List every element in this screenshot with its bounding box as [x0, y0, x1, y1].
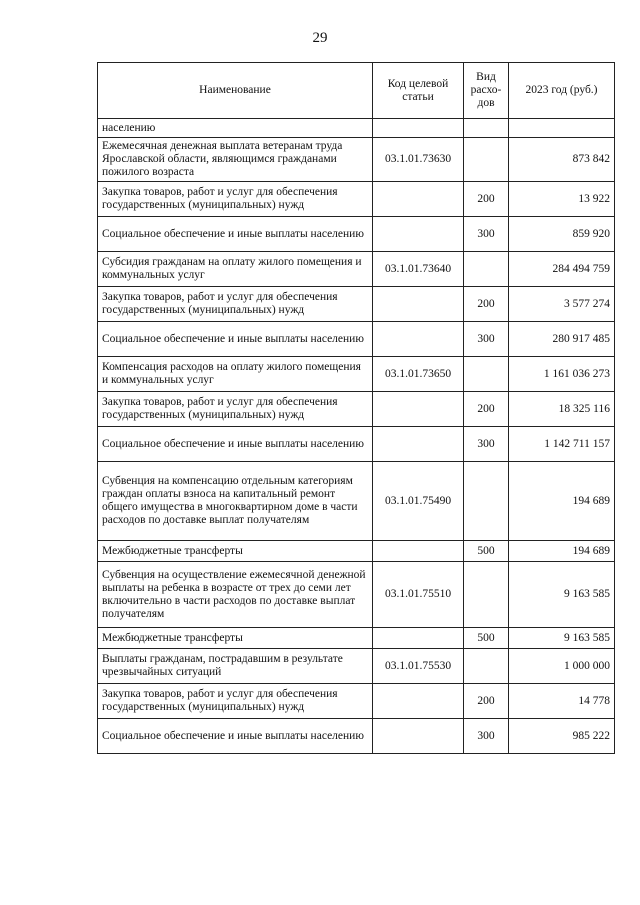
row-kind-cell: 200 [464, 684, 509, 719]
row-code-cell [373, 719, 464, 754]
row-kind-cell: 200 [464, 392, 509, 427]
row-amount-cell: 194 689 [509, 462, 615, 541]
table-row [98, 562, 615, 628]
table-row [98, 392, 615, 427]
row-name-cell: Социальное обеспечение и иные выплаты населению [98, 217, 373, 252]
row-name-cell: Межбюджетные трансферты [98, 541, 373, 562]
table-row [98, 719, 615, 754]
table-row [98, 287, 615, 322]
table-row [98, 462, 615, 541]
row-kind-cell [464, 138, 509, 182]
header-amount: 2023 год (руб.) [509, 63, 615, 119]
row-amount-cell: 859 920 [509, 217, 615, 252]
header-code: Код целевой статьи [373, 63, 464, 119]
table-header-row [98, 63, 615, 119]
header-kind: Вид расхо-дов [464, 63, 509, 119]
table-row [98, 217, 615, 252]
row-amount-cell: 3 577 274 [509, 287, 615, 322]
table-row [98, 182, 615, 217]
table-row [98, 322, 615, 357]
row-code-cell [373, 392, 464, 427]
row-kind-cell: 500 [464, 628, 509, 649]
row-name-cell: Выплаты гражданам, пострадавшим в результате чрезвычайных ситуаций [98, 649, 373, 684]
row-kind-cell [464, 119, 509, 138]
row-name-cell: Ежемесячная денежная выплата ветеранам труда Ярославской области, являющимся гражданами пожилого возраста [98, 138, 373, 182]
row-name-cell: Закупка товаров, работ и услуг для обеспечения государственных (муниципальных) нужд [98, 182, 373, 217]
row-kind-cell [464, 462, 509, 541]
table-row [98, 138, 615, 182]
table-row [98, 541, 615, 562]
row-amount-cell: 985 222 [509, 719, 615, 754]
table-row [98, 252, 615, 287]
row-name-cell: Закупка товаров, работ и услуг для обеспечения государственных (муниципальных) нужд [98, 684, 373, 719]
row-code-cell: 03.1.01.73630 [373, 138, 464, 182]
table-row [98, 649, 615, 684]
row-kind-cell: 200 [464, 287, 509, 322]
row-amount-cell: 1 142 711 157 [509, 427, 615, 462]
row-name-cell: Субсидия гражданам на оплату жилого помещения и коммунальных услуг [98, 252, 373, 287]
row-code-cell [373, 322, 464, 357]
row-code-cell [373, 541, 464, 562]
row-kind-cell: 200 [464, 182, 509, 217]
row-name-cell: населению [98, 119, 373, 138]
row-code-cell: 03.1.01.73640 [373, 252, 464, 287]
row-kind-cell: 300 [464, 427, 509, 462]
table-row [98, 684, 615, 719]
row-amount-cell: 194 689 [509, 541, 615, 562]
row-code-cell: 03.1.01.75490 [373, 462, 464, 541]
row-kind-cell: 300 [464, 322, 509, 357]
table-row [98, 357, 615, 392]
row-amount-cell: 284 494 759 [509, 252, 615, 287]
row-kind-cell [464, 252, 509, 287]
row-name-cell: Социальное обеспечение и иные выплаты населению [98, 427, 373, 462]
row-kind-cell [464, 357, 509, 392]
row-name-cell: Субвенция на осуществление ежемесячной денежной выплаты на ребенка в возрасте от трех до семи лет включительно в части расходов по доставке выплат получателям [98, 562, 373, 628]
row-amount-cell: 18 325 116 [509, 392, 615, 427]
row-code-cell [373, 217, 464, 252]
row-name-cell: Социальное обеспечение и иные выплаты населению [98, 322, 373, 357]
row-code-cell [373, 182, 464, 217]
row-amount-cell: 14 778 [509, 684, 615, 719]
row-code-cell [373, 119, 464, 138]
row-amount-cell: 13 922 [509, 182, 615, 217]
row-amount-cell: 9 163 585 [509, 628, 615, 649]
row-name-cell: Закупка товаров, работ и услуг для обеспечения государственных (муниципальных) нужд [98, 392, 373, 427]
row-kind-cell: 300 [464, 719, 509, 754]
row-amount-cell [509, 119, 615, 138]
row-amount-cell: 9 163 585 [509, 562, 615, 628]
row-name-cell: Субвенция на компенсацию отдельным категориям граждан оплаты взноса на капитальный ремонт общего имущества в многоквартирном доме в части расходов по доставке выплат получателям [98, 462, 373, 541]
table-row [98, 427, 615, 462]
row-code-cell [373, 427, 464, 462]
row-kind-cell [464, 562, 509, 628]
row-name-cell: Закупка товаров, работ и услуг для обеспечения государственных (муниципальных) нужд [98, 287, 373, 322]
row-code-cell: 03.1.01.73650 [373, 357, 464, 392]
row-amount-cell: 1 000 000 [509, 649, 615, 684]
table-row [98, 628, 615, 649]
row-name-cell: Социальное обеспечение и иные выплаты населению [98, 719, 373, 754]
row-kind-cell: 500 [464, 541, 509, 562]
row-kind-cell [464, 649, 509, 684]
row-name-cell: Компенсация расходов на оплату жилого помещения и коммунальных услуг [98, 357, 373, 392]
row-code-cell [373, 628, 464, 649]
row-kind-cell: 300 [464, 217, 509, 252]
row-code-cell [373, 287, 464, 322]
row-amount-cell: 873 842 [509, 138, 615, 182]
header-name: Наименование [98, 63, 373, 119]
budget-table [97, 62, 615, 754]
row-code-cell: 03.1.01.75530 [373, 649, 464, 684]
row-code-cell: 03.1.01.75510 [373, 562, 464, 628]
row-amount-cell: 280 917 485 [509, 322, 615, 357]
row-amount-cell: 1 161 036 273 [509, 357, 615, 392]
row-name-cell: Межбюджетные трансферты [98, 628, 373, 649]
table-row [98, 119, 615, 138]
row-code-cell [373, 684, 464, 719]
page-number: 29 [312, 30, 328, 46]
